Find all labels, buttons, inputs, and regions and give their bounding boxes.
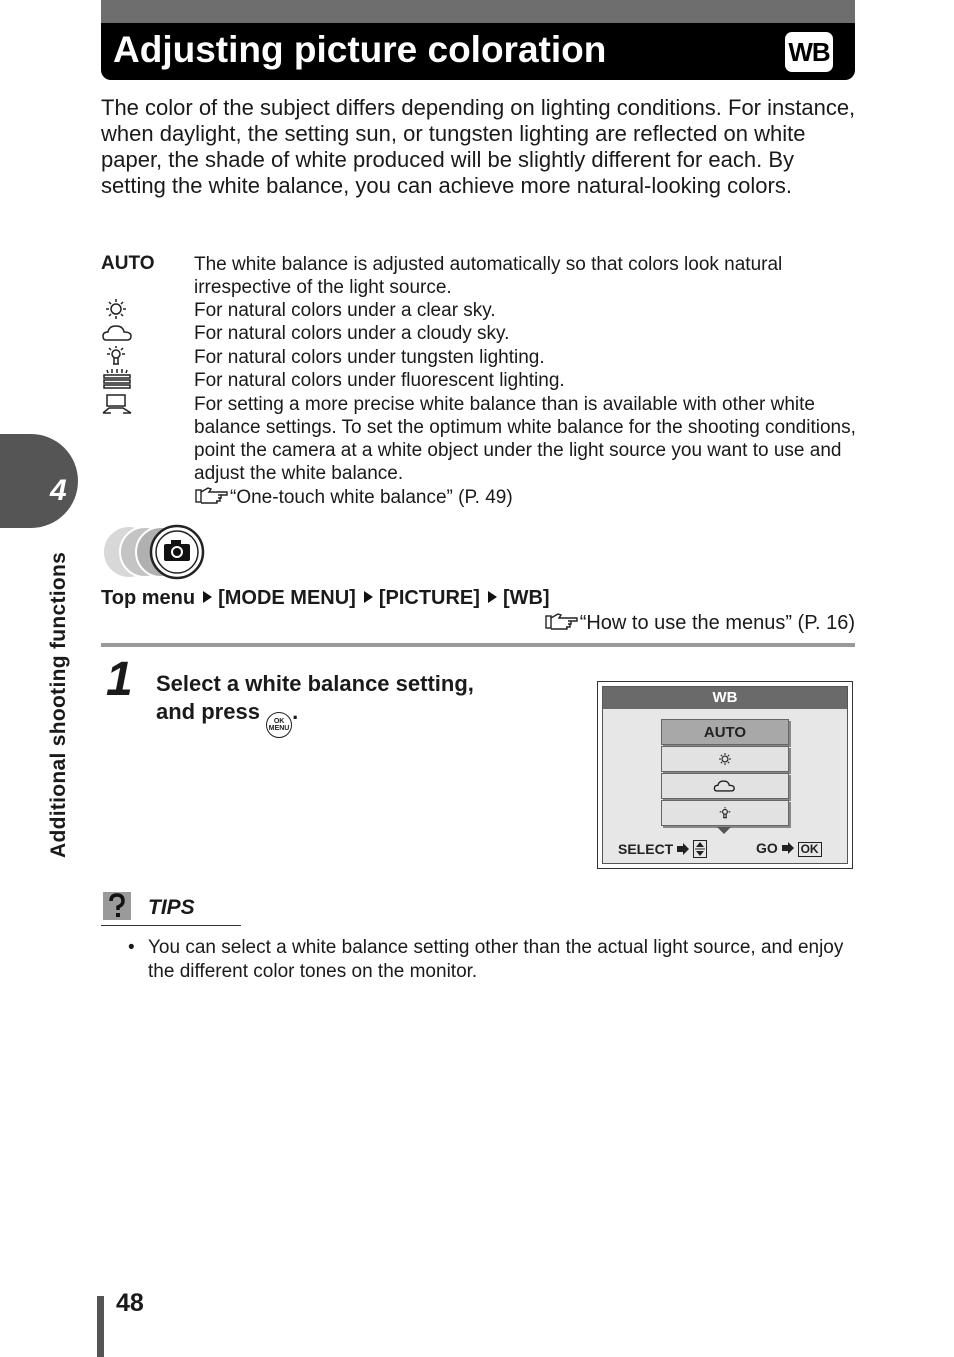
step-instruction [156,670,556,738]
tips-item-text: You can select a white balance setting other than the actual light source, and enjoy the different color tones on the monitor. [148,937,844,982]
up-down-arrows-icon [693,840,707,858]
step-line-2: and press [156,699,260,724]
one-touch-wb-icon [101,393,135,415]
menu-path-item: [MODE MENU] [218,587,356,609]
tips-icon [102,891,132,921]
fluorescent-description: For natural colors under fluorescent lighting. [194,370,565,391]
menu-reference-text: “How to use the menus” (P. 16) [579,612,855,634]
sunny-icon [715,751,735,767]
auto-key: AUTO [101,253,155,274]
page-title: Adjusting picture coloration [113,29,607,70]
arrow-right-icon [782,842,794,854]
page-number-bar [97,1296,104,1357]
cloudy-description: For natural colors under a cloudy sky. [194,323,510,344]
section-divider [101,643,855,647]
wb-badge-label: WB [788,36,830,67]
page-header [101,23,855,80]
tips-list [128,936,858,984]
cloudy-icon [713,778,737,794]
step-line-1: Select a white balance setting, [156,671,474,696]
menu-path-item: Top menu [101,587,196,609]
menu-path-item: [WB] [502,587,550,609]
reference-hand-icon [194,486,230,506]
lcd-select-label: SELECT [618,841,674,857]
lcd-screen-frame [597,681,853,869]
lcd-option-tungsten[interactable] [661,800,789,826]
lcd-go-label: GO [756,840,778,856]
fluorescent-icon [101,368,135,390]
header-top-bar [101,0,855,23]
tungsten-description: For natural colors under tungsten lighting. [194,347,545,368]
lcd-ok-label: OK [798,842,822,857]
sunny-icon [101,298,135,320]
wb-badge [785,32,833,72]
step-number: 1 [106,653,133,706]
auto-description: The white balance is adjusted automatically so that colors look natural irrespective of the light source. [194,254,783,298]
reference-hand-icon [544,612,580,632]
scroll-down-icon[interactable] [717,827,731,835]
tungsten-icon [101,345,135,367]
list-item: • You can select a white balance setting other than the actual light source, and enjoy the different color tones on the monitor. [128,936,858,984]
tips-underline [101,925,241,926]
one-touch-reference [194,486,859,509]
chapter-number: 4 [50,474,67,507]
step-period: . [292,699,299,724]
arrow-right-icon [677,843,689,855]
ok-menu-button-icon: OK MENU [266,712,292,738]
menu-reference [544,612,855,635]
intro-paragraph: The color of the subject differs depending on lighting conditions. For instance, when daylight, the setting sun, or tungsten lighting are reflected on white paper, the shade of white produced will be slightly different for each. By setting the white balance, you can achieve more natural-looking colors. [101,95,856,198]
tungsten-icon [715,805,735,821]
cloudy-icon [101,322,135,344]
lcd-title: WB [603,687,847,709]
shooting-mode-icon [101,524,216,580]
one-touch-description: For setting a more precise white balance than is available with other white balance settings. To set the optimum white balance for the shooting conditions, point the camera at a white object under the light source you want to use and adjust the white balance. [194,394,856,484]
chapter-label: Additional shooting functions [47,551,70,858]
menu-path-item: [PICTURE] [378,587,480,609]
page-number: 48 [116,1289,144,1317]
lcd-select-hint [618,840,707,858]
menu-path [101,587,550,610]
lcd-screen [602,686,848,864]
sunny-description: For natural colors under a clear sky. [194,300,496,321]
lcd-go-hint [756,840,822,857]
lcd-option-auto[interactable]: AUTO [661,719,789,745]
tips-label: TIPS [148,896,195,919]
one-touch-reference-text: “One-touch white balance” (P. 49) [230,487,513,508]
lcd-option-cloudy[interactable] [661,773,789,799]
lcd-option-sunny[interactable] [661,746,789,772]
